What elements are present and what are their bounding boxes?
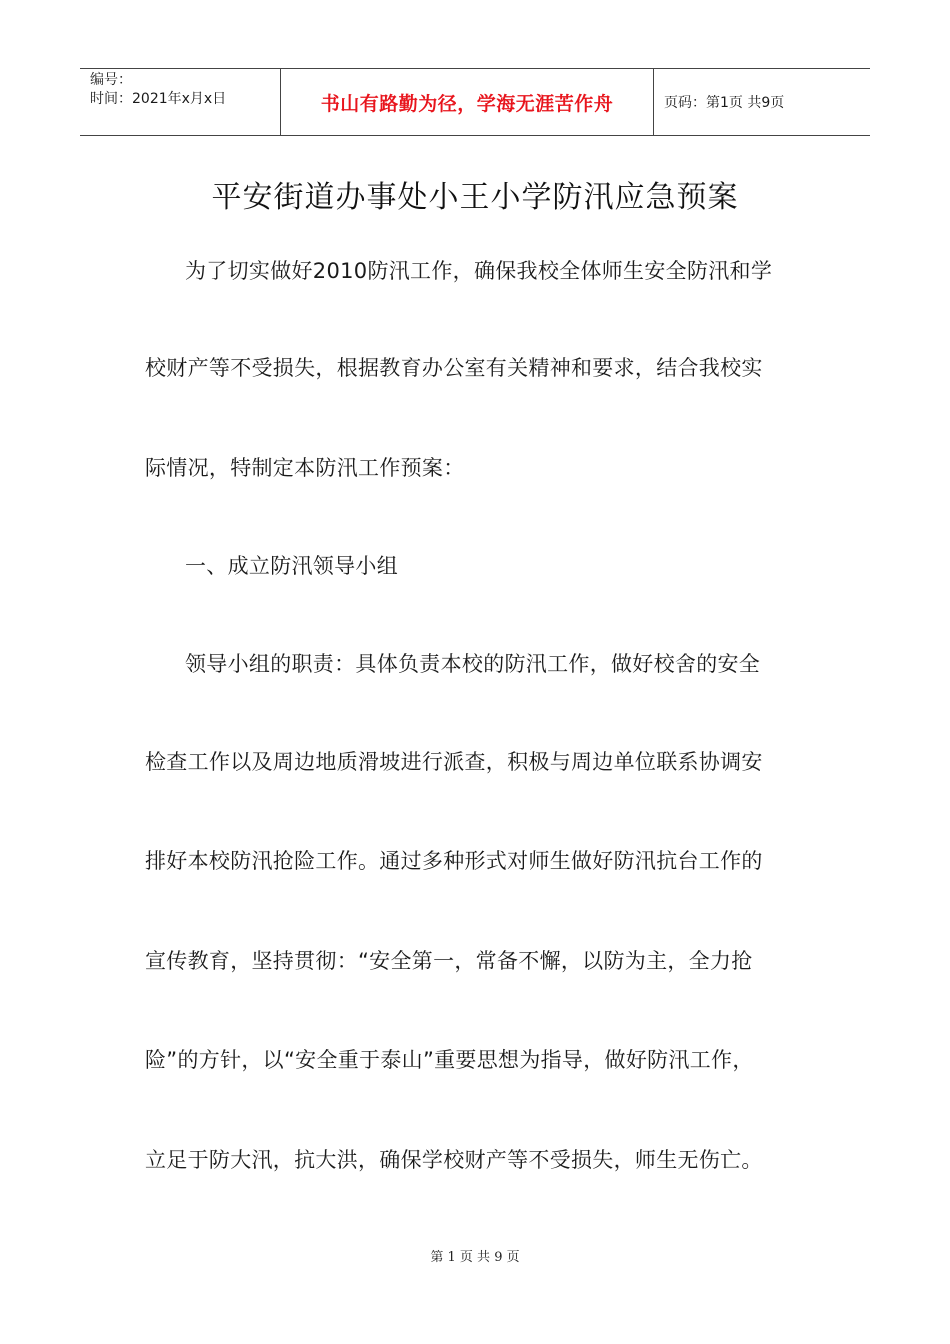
paragraph-line: 际情况，特制定本防汛工作预案： (145, 456, 465, 480)
paragraph-line: 检查工作以及周边地质滑坡进行派查，积极与周边单位联系协调安 (145, 750, 763, 774)
paragraph-line: 为了切实做好2010防汛工作，确保我校全体师生安全防汛和学 (185, 259, 773, 283)
document-number-label: 编号： (90, 72, 132, 88)
paragraph-line: 领导小组的职责：具体负责本校的防汛工作，做好校舍的安全 (185, 652, 761, 676)
document-header (80, 68, 870, 136)
document-title: 平安街道办事处小王小学防汛应急预案 (211, 180, 739, 215)
header-meta (80, 69, 281, 135)
header-page-info: 页码：第1页 共9页 (664, 95, 785, 111)
paragraph-line: 险”的方针，以“安全重于泰山”重要思想为指导，做好防汛工作， (145, 1048, 754, 1072)
section-heading: 一、成立防汛领导小组 (185, 554, 398, 578)
paragraph-line: 宣传教育，坚持贯彻：“安全第一，常备不懈，以防为主，全力抢 (145, 949, 753, 973)
paragraph-line: 排好本校防汛抢险工作。通过多种形式对师生做好防汛抗台工作的 (145, 849, 763, 873)
header-motto: 书山有路勤为径，学海无涯苦作舟 (281, 69, 654, 135)
paragraph-line: 立足于防大汛，抗大洪，确保学校财产等不受损失，师生无伤亡。 (145, 1148, 763, 1172)
paragraph-line: 校财产等不受损失，根据教育办公室有关精神和要求，结合我校实 (145, 356, 763, 380)
page-footer: 第 1 页 共 9 页 (430, 1250, 520, 1265)
document-time-label: 时间：2021年x月x日 (90, 91, 227, 107)
